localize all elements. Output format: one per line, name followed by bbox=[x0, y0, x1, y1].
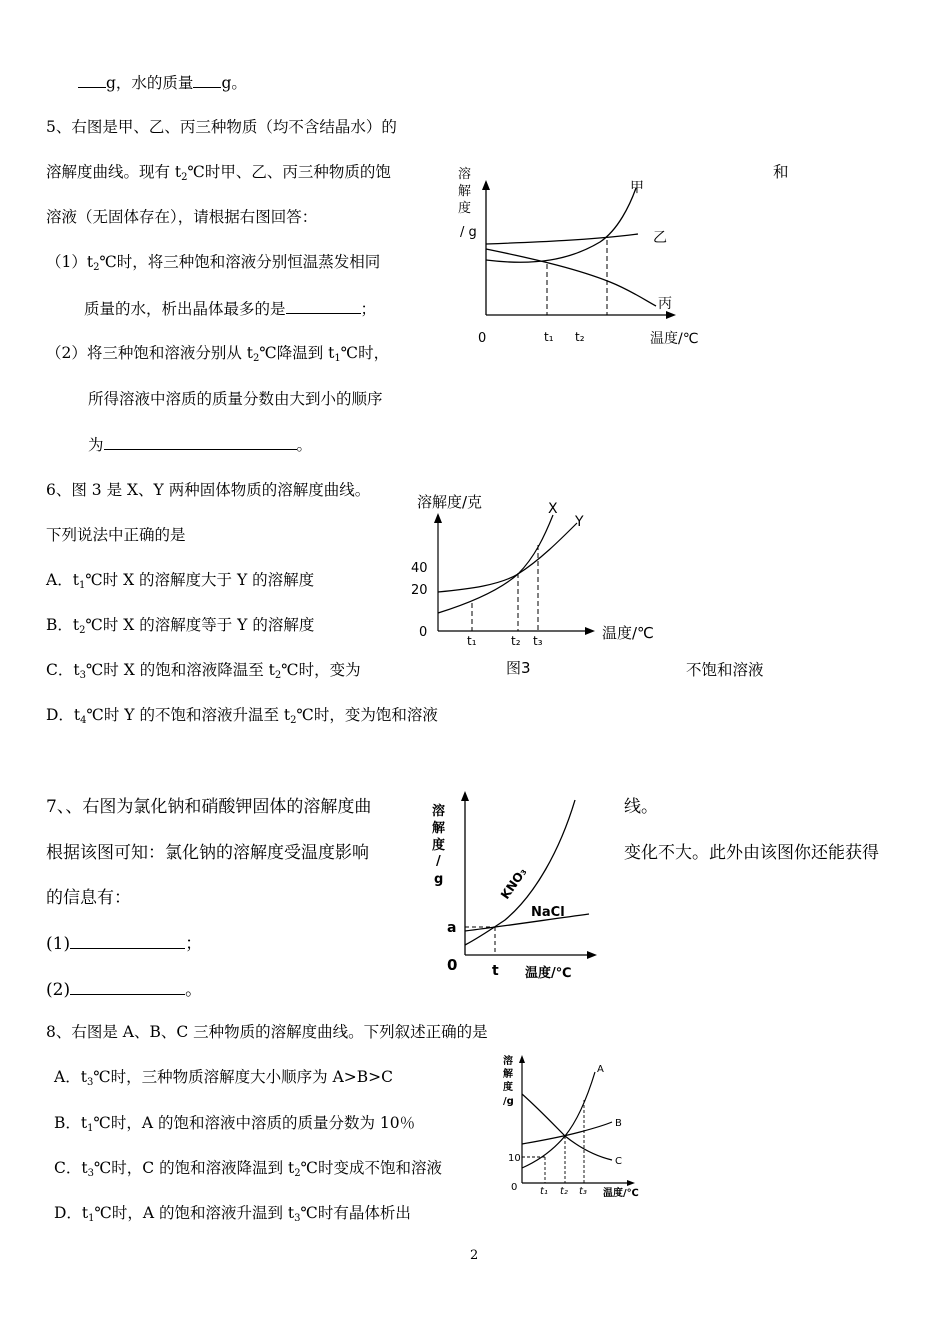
q8-line1: 8、右图是 A、B、C 三种物质的溶解度曲线。下列叙述正确的是 bbox=[46, 1023, 488, 1041]
tick-label-t3: t₃ bbox=[533, 634, 543, 648]
y-axis-label: g bbox=[434, 872, 444, 887]
curve-label-x: X bbox=[548, 501, 558, 517]
curve-label-kno3: KNO₃ bbox=[497, 865, 530, 902]
q7-answer-2: (2) 。 bbox=[46, 980, 203, 1000]
x-axis-arrow bbox=[585, 627, 595, 635]
q7-line1-end: 线。 bbox=[624, 797, 658, 817]
curve-jia bbox=[486, 188, 636, 262]
tick-label-t2: t₂ bbox=[560, 1186, 568, 1197]
q8-option-b: B．$t_1℃$时，A 的饱和溶液中溶质的质量分数为 10％ bbox=[54, 1114, 416, 1134]
y-axis-label: 度 bbox=[503, 1082, 513, 1093]
q7-line2: 根据该图可知：氯化钠的溶解度受温度影响 bbox=[46, 843, 369, 863]
curve-label-jia: 甲 bbox=[630, 180, 644, 196]
blank bbox=[193, 72, 221, 88]
q7-answer-1: (1) ； bbox=[46, 934, 203, 954]
curve-bing bbox=[486, 249, 656, 306]
y-axis-label: 解 bbox=[503, 1069, 513, 1080]
figure-q6-solubility-chart bbox=[405, 485, 680, 685]
answer-blank[interactable] bbox=[104, 434, 297, 450]
q7-line1: 7、、右图为氯化钠和硝酸钾固体的溶解度曲 bbox=[46, 797, 372, 817]
answer-blank[interactable] bbox=[70, 978, 185, 995]
q5-part2-cont: 所得溶液中溶质的质量分数由大到小的顺序 bbox=[88, 390, 383, 408]
q5-line2: 溶解度曲线。现有 $t_2℃$时甲、乙、丙三种物质的饱 bbox=[46, 163, 391, 183]
answer-blank[interactable] bbox=[70, 932, 185, 949]
tick-label-t3: t₃ bbox=[579, 1186, 587, 1197]
figure-q7-solubility-chart bbox=[425, 785, 610, 990]
q7-line2-end: 变化不大。此外由该图你还能获得 bbox=[624, 843, 879, 863]
y-axis-arrow bbox=[461, 791, 469, 801]
y-axis-label: /g bbox=[503, 1096, 514, 1107]
x-axis-label: 温度/℃ bbox=[603, 1188, 639, 1199]
y-axis-label: / g bbox=[460, 225, 477, 240]
tick-label-t1: t₁ bbox=[540, 1186, 548, 1197]
q8-option-c: C．$t_3℃$时，C 的饱和溶液降温到 $t_2℃$时变成不饱和溶液 bbox=[54, 1159, 442, 1179]
q5-part1: $(1)t_2℃$时，将三种饱和溶液分别恒温蒸发相同 bbox=[46, 253, 381, 273]
top-line: g，水的质量 g。 bbox=[78, 72, 247, 93]
q5-part1-cont: 质量的水，析出晶体最多的是 ； bbox=[84, 300, 377, 318]
blank bbox=[78, 72, 106, 88]
tick-label-t2: t₂ bbox=[511, 634, 521, 648]
answer-blank[interactable] bbox=[286, 298, 361, 314]
y-axis-label: 溶 bbox=[503, 1056, 513, 1067]
q5-part2-answer: 为 。 bbox=[88, 436, 313, 454]
x-axis-arrow bbox=[587, 951, 597, 959]
y-axis-label: 解 bbox=[432, 821, 446, 836]
origin-label: 0 bbox=[478, 331, 487, 346]
q7-line3: 的信息有： bbox=[46, 888, 131, 908]
origin-label: 0 bbox=[419, 625, 428, 640]
x-axis-label: 温度/℃ bbox=[525, 966, 572, 981]
curve-label-a: A bbox=[597, 1064, 604, 1075]
x-axis-arrow bbox=[666, 311, 676, 319]
q6-option-d: D．$t_4℃$时 Y 的不饱和溶液升温至 $t_2℃$时，变为饱和溶液 bbox=[46, 706, 438, 726]
q6-line1: 6、图 3 是 X、Y 两种固体物质的溶解度曲线。 bbox=[46, 481, 371, 499]
y-axis-label: 溶 bbox=[458, 167, 472, 182]
q5-line2-end: 和 bbox=[773, 163, 789, 181]
q8-option-a: A．$t_3℃$时，三种物质溶解度大小顺序为 A>B>C bbox=[54, 1068, 393, 1088]
y-axis-arrow bbox=[519, 1055, 525, 1063]
curve-yi bbox=[486, 234, 638, 244]
tick-label-t1: t₁ bbox=[467, 634, 477, 648]
q6-option-b: B．$t_2℃$时 X 的溶解度等于 Y 的溶解度 bbox=[46, 616, 315, 636]
q6-option-a: A．$t_1℃$时 X 的溶解度大于 Y 的溶解度 bbox=[46, 571, 315, 591]
q6-option-c: C．$t_3℃$时 X 的饱和溶液降温至 $t_2℃$时，变为 bbox=[46, 661, 361, 681]
tick-label-t: t bbox=[492, 963, 499, 979]
q6-option-c-end: 不饱和溶液 bbox=[686, 661, 764, 679]
q8-option-d: D．$t_1℃$时，A 的饱和溶液升温到 $t_3℃$时有晶体析出 bbox=[54, 1204, 411, 1224]
x-axis-label: 温度/℃ bbox=[650, 331, 699, 347]
curve-label-bing: 丙 bbox=[658, 296, 672, 312]
x-axis-label: 温度/℃ bbox=[602, 624, 654, 642]
curve-label-y: Y bbox=[575, 514, 584, 530]
y-axis-arrow bbox=[482, 180, 490, 190]
y-axis-label: 度 bbox=[458, 201, 472, 216]
figure-caption: 图3 bbox=[506, 659, 531, 677]
y-axis-label: 溶 bbox=[432, 804, 446, 819]
curve-x bbox=[438, 515, 553, 613]
y-axis-label: 解 bbox=[458, 184, 472, 199]
origin-label: 0 bbox=[511, 1182, 518, 1193]
tick-label-10: 10 bbox=[508, 1153, 521, 1164]
curve-label-nacl: NaCl bbox=[531, 905, 565, 920]
origin-label: 0 bbox=[447, 956, 458, 974]
q6-line2: 下列说法中正确的是 bbox=[46, 526, 186, 544]
y-axis-label: 溶解度/克 bbox=[417, 493, 483, 511]
curve-nacl bbox=[465, 914, 589, 931]
curve-label-b: B bbox=[615, 1118, 622, 1129]
q5-part2: （2）将三种饱和溶液分别从 $t_2℃$降温到 $t_1℃$时， bbox=[46, 344, 390, 364]
tick-label-t2: t₂ bbox=[575, 330, 585, 344]
q5-line3: 溶液（无固体存在），请根据右图回答： bbox=[46, 208, 318, 226]
y-axis-arrow bbox=[434, 513, 442, 523]
x-axis-arrow bbox=[627, 1180, 635, 1186]
q5-line1: 5、右图是甲、乙、丙三种物质（均不含结晶水）的 bbox=[46, 118, 397, 136]
figure-q5-solubility-chart bbox=[440, 160, 730, 355]
tick-label-40: 40 bbox=[411, 561, 428, 576]
curve-label-yi: 乙 bbox=[653, 230, 667, 246]
y-axis-label: 度 bbox=[432, 838, 446, 853]
y-axis-label: / bbox=[436, 854, 441, 869]
tick-label-20: 20 bbox=[411, 583, 428, 598]
curve-label-c: C bbox=[615, 1156, 622, 1167]
tick-label-t1: t₁ bbox=[544, 330, 554, 344]
tick-label-a: a bbox=[447, 920, 457, 936]
page-number: 2 bbox=[470, 1248, 479, 1263]
figure-q8-solubility-chart bbox=[500, 1050, 650, 1200]
